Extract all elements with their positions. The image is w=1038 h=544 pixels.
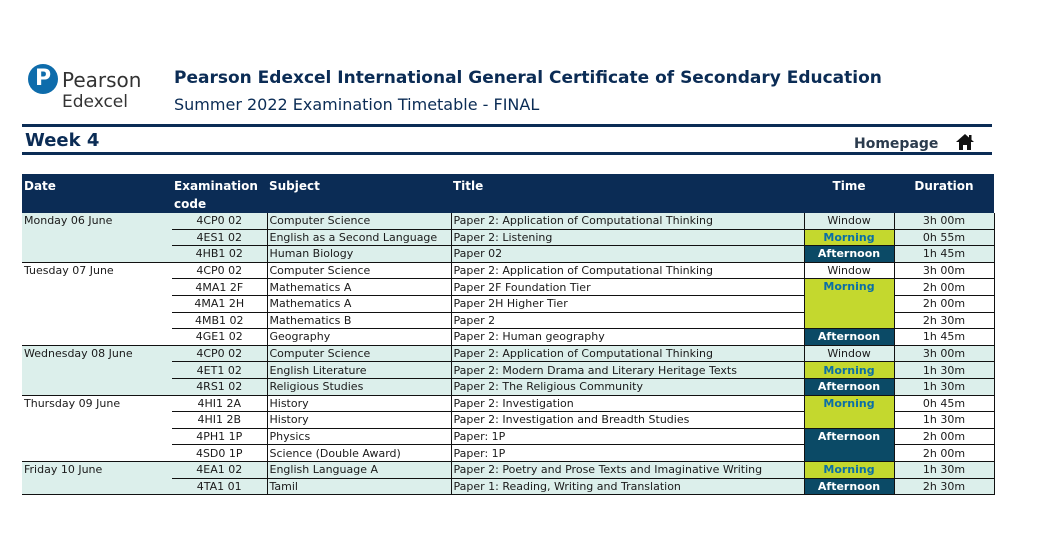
duration-cell: 0h 55m xyxy=(894,229,994,246)
subject-cell: History xyxy=(267,412,451,429)
subject-cell: Mathematics B xyxy=(267,312,451,329)
exam-code: 4TA1 01 xyxy=(172,478,267,495)
title-cell: Paper 2H Higher Tier xyxy=(451,295,804,312)
exam-code: 4SD0 1P xyxy=(172,445,267,462)
table-row xyxy=(22,213,994,229)
title-cell: Paper 2: Modern Drama and Literary Heritage Texts xyxy=(451,362,804,379)
exam-code: 4MA1 2H xyxy=(172,295,267,312)
title-cell: Paper 2: Human geography xyxy=(451,329,804,346)
duration-cell: 2h 00m xyxy=(894,445,994,462)
subject-cell: Geography xyxy=(267,329,451,346)
title-cell: Paper: 1P xyxy=(451,428,804,445)
col-title: Title xyxy=(451,174,804,213)
subject-cell: English Literature xyxy=(267,362,451,379)
col-time: Time xyxy=(804,174,894,213)
subject-cell: English Language A xyxy=(267,461,451,478)
duration-cell: 1h 45m xyxy=(894,246,994,263)
logo-name: Pearson xyxy=(62,68,142,92)
time-cell: Window xyxy=(804,345,894,362)
exam-code: 4CP0 02 xyxy=(172,262,267,279)
subject-cell: Computer Science xyxy=(267,345,451,362)
duration-cell: 1h 45m xyxy=(894,329,994,346)
time-cell: Morning xyxy=(804,229,894,246)
duration-cell: 1h 30m xyxy=(894,362,994,379)
exam-code: 4PH1 1P xyxy=(172,428,267,445)
title-cell: Paper 2: Application of Computational Thinking xyxy=(451,262,804,279)
duration-cell: 2h 30m xyxy=(894,312,994,329)
exam-code: 4CP0 02 xyxy=(172,213,267,229)
time-cell: Window xyxy=(804,262,894,279)
col-subject: Subject xyxy=(267,174,451,213)
duration-cell: 0h 45m xyxy=(894,395,994,412)
exam-code: 4RS1 02 xyxy=(172,378,267,395)
exam-code: 4MB1 02 xyxy=(172,312,267,329)
divider-top xyxy=(22,124,992,127)
date-cell: Tuesday 07 June xyxy=(22,262,172,345)
time-cell: Afternoon xyxy=(804,428,894,461)
exam-code: 4HB1 02 xyxy=(172,246,267,263)
time-cell: Morning xyxy=(804,362,894,379)
exam-code: 4CP0 02 xyxy=(172,345,267,362)
timetable xyxy=(22,174,995,495)
time-cell: Morning xyxy=(804,461,894,478)
divider-bottom xyxy=(22,152,992,155)
duration-cell: 1h 30m xyxy=(894,412,994,429)
exam-code: 4HI1 2A xyxy=(172,395,267,412)
date-cell: Wednesday 08 June xyxy=(22,345,172,395)
duration-cell: 2h 30m xyxy=(894,478,994,495)
exam-code: 4MA1 2F xyxy=(172,279,267,296)
duration-cell: 2h 00m xyxy=(894,279,994,296)
time-cell: Morning xyxy=(804,395,894,428)
logo-subname: Edexcel xyxy=(62,92,128,112)
col-exam-code: Examination code xyxy=(172,174,267,213)
subject-cell: Computer Science xyxy=(267,262,451,279)
exam-code: 4ET1 02 xyxy=(172,362,267,379)
time-cell: Afternoon xyxy=(804,246,894,263)
title-cell: Paper 2: Poetry and Prose Texts and Imaginative Writing xyxy=(451,461,804,478)
exam-code: 4GE1 02 xyxy=(172,329,267,346)
subject-cell: Human Biology xyxy=(267,246,451,263)
title-cell: Paper 02 xyxy=(451,246,804,263)
duration-cell: 3h 00m xyxy=(894,262,994,279)
title-cell: Paper 2: Listening xyxy=(451,229,804,246)
title-cell: Paper 2: Application of Computational Thinking xyxy=(451,213,804,229)
table-row xyxy=(22,461,994,478)
page-subtitle: Summer 2022 Examination Timetable - FINAL xyxy=(174,95,540,114)
duration-cell: 2h 00m xyxy=(894,295,994,312)
pearson-logo xyxy=(28,64,148,114)
time-cell: Afternoon xyxy=(804,329,894,346)
title-cell: Paper 2: Application of Computational Thinking xyxy=(451,345,804,362)
exam-code: 4ES1 02 xyxy=(172,229,267,246)
subject-cell: Tamil xyxy=(267,478,451,495)
week-label: Week 4 xyxy=(25,130,100,151)
subject-cell: Religious Studies xyxy=(267,378,451,395)
home-icon[interactable] xyxy=(955,133,975,151)
duration-cell: 1h 30m xyxy=(894,461,994,478)
subject-cell: Physics xyxy=(267,428,451,445)
pearson-p-icon: P xyxy=(28,64,58,94)
table-header-row xyxy=(22,174,994,213)
duration-cell: 2h 00m xyxy=(894,428,994,445)
subject-cell: Mathematics A xyxy=(267,279,451,296)
exam-code: 4EA1 02 xyxy=(172,461,267,478)
title-cell: Paper 2 xyxy=(451,312,804,329)
subject-cell: Computer Science xyxy=(267,213,451,229)
duration-cell: 3h 00m xyxy=(894,345,994,362)
date-cell: Thursday 09 June xyxy=(22,395,172,461)
table-row xyxy=(22,345,994,362)
title-cell: Paper: 1P xyxy=(451,445,804,462)
time-cell: Window xyxy=(804,213,894,229)
title-cell: Paper 2: Investigation and Breadth Studies xyxy=(451,412,804,429)
duration-cell: 3h 00m xyxy=(894,213,994,229)
time-cell: Afternoon xyxy=(804,478,894,495)
col-date: Date xyxy=(22,174,172,213)
subject-cell: Mathematics A xyxy=(267,295,451,312)
title-cell: Paper 1: Reading, Writing and Translation xyxy=(451,478,804,495)
subject-cell: English as a Second Language xyxy=(267,229,451,246)
time-cell: Afternoon xyxy=(804,378,894,395)
title-cell: Paper 2: Investigation xyxy=(451,395,804,412)
exam-code: 4HI1 2B xyxy=(172,412,267,429)
duration-cell: 1h 30m xyxy=(894,378,994,395)
homepage-link[interactable]: Homepage xyxy=(854,136,939,152)
date-cell: Monday 06 June xyxy=(22,213,172,262)
time-cell: Morning xyxy=(804,279,894,329)
subject-cell: Science (Double Award) xyxy=(267,445,451,462)
col-duration: Duration xyxy=(894,174,994,213)
table-row xyxy=(22,262,994,279)
date-cell: Friday 10 June xyxy=(22,461,172,494)
table-row xyxy=(22,395,994,412)
subject-cell: History xyxy=(267,395,451,412)
title-cell: Paper 2F Foundation Tier xyxy=(451,279,804,296)
page-title: Pearson Edexcel International General Certificate of Secondary Education xyxy=(174,68,882,88)
title-cell: Paper 2: The Religious Community xyxy=(451,378,804,395)
